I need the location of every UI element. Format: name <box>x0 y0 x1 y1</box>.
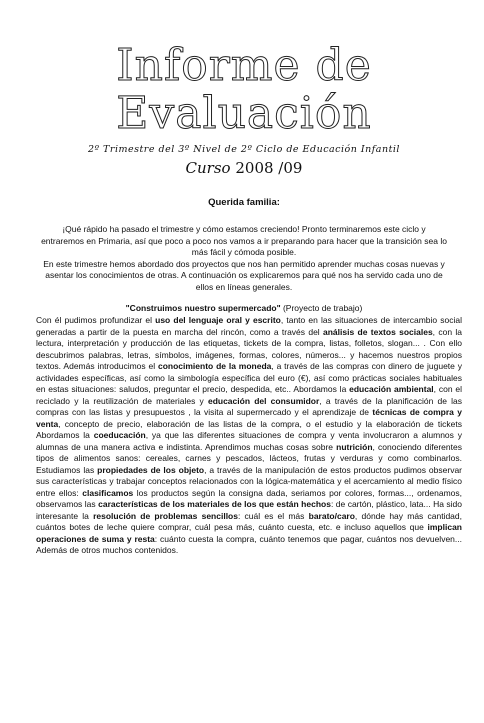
body-text-segment: , dónde hay más cantidad, cuántos botes de leche quiere comprar, cuál pesa más, cuánto cuesta, etc. e incluso aquellos que <box>36 510 462 532</box>
body-text-segment: , a través de la planificación de las compras con las listas y presupuestos , la visita al supermercado y el aprendizaje de <box>36 395 463 417</box>
project-title: "Construimos nuestro supermercado" <box>125 303 281 313</box>
project-body-paragraph <box>26 315 462 557</box>
body-text-segment: , tanto en las situaciones de intercambio social generadas a partir de la puesta en marcha del rincón, como a través del <box>36 315 463 337</box>
body-bold-segment: análisis de textos sociales <box>323 326 433 337</box>
body-bold-segment: características de los materiales de los que están hechos <box>98 499 331 509</box>
document-page <box>0 42 484 723</box>
project-subtitle: (Proyecto de trabajo) <box>280 303 363 313</box>
body-text-segment: , conociendo diferentes tipos de alimentos sanos: cereales, carnes y pescados, lácteos, frutas y verduras y como combinarlos. Estudiamos las <box>36 441 462 475</box>
intro-text-1: ¡Qué rápido ha pasado el trimestre y cómo estamos creciendo! Pronto terminaremos este ciclo y entraremos en Primaria, así que poco a poco nos vamos a ir preparando para hacer que la transición sea lo más fácil y cómoda posible. <box>41 224 447 257</box>
project-heading <box>26 303 462 314</box>
body-bold-segment: uso del lenguaje oral y escrito <box>155 315 281 325</box>
body-bold-segment: implican operaciones de suma y resta <box>36 522 462 544</box>
body-text-segment: , a través de la manipulación de estos productos pudimos observar sus características y trabajar conceptos relacionados con la lógica-matemática y el acercamiento al medio físico entre ellos: <box>36 464 463 498</box>
body-bold-segment: barato/caro <box>308 510 355 521</box>
course-value: 2008 /09 <box>235 159 303 177</box>
report-title: Informe de Evaluación <box>116 40 372 139</box>
body-bold-segment: propiedades de los objeto <box>97 464 205 475</box>
body-text-segment: , concepto de precio, elaboración de las listas de la compra, o el estudio y la elaboración de tickets Abordamos la <box>36 418 462 440</box>
body-text-segment: , a través de las compras con dinero de juguete y actividades específicas, así como la simbología específica del euro (€), así como prácticas sociales habituales en estas situaciones: saludos, preguntar el precio, despedida, etc.. Abordamos la <box>36 361 462 394</box>
course-label: Curso <box>185 159 231 177</box>
body-bold-segment: técnicas de compra y venta <box>36 407 463 429</box>
body-text-segment: , ya que las diferentes situaciones de compra y venta involucraron a alumnos y alumnas de una manera activa e indistinta. Aprendimos muchas cosas sobre <box>36 430 462 452</box>
body-text-segment: : cuál es el más <box>237 510 309 521</box>
body-bold-segment: conocimiento de la moneda <box>157 361 272 371</box>
body-bold-segment: educación ambiental <box>349 384 434 394</box>
course-line <box>26 159 462 177</box>
intro-text-2: En este trimestre hemos abordado dos proyectos que nos han permitido aprender muchas cosas nuevas y asentar los conocimientos de otras. A continuación os explicaremos para qué nos ha servido cada uno de ellos en líneas generales. <box>43 258 445 292</box>
body-text-segment: , con el reciclado y la reutilización de materiales y <box>36 384 462 406</box>
greeting: Querida familia: <box>208 197 280 208</box>
body-bold-segment: clasificamos <box>82 487 134 498</box>
body-text-segment: : cuánto cuesta la compra, cuánto tenemos que pagar, cuántos nos devuelven... Además de otros muchos contenidos. <box>36 533 462 555</box>
body-text-segment: Con él pudimos profundizar el <box>36 315 156 325</box>
body-bold-segment: resolución de problemas sencillos <box>93 510 238 521</box>
body-bold-segment: educación del consumidor <box>207 395 320 406</box>
body-text-segment: los productos según la consigna dada, seriamos por colores, formas..., ordenamos, observamos las <box>36 487 462 509</box>
body-bold-segment: nutrición <box>336 441 373 452</box>
body-bold-segment: coeducación <box>93 430 146 440</box>
report-subtitle: 2º Trimestre del 3º Nivel de 2º Ciclo de Educación Infantil <box>88 144 400 155</box>
body-text-segment: , con la lectura, interpretación y producción de las etiquetas, tickets de la compra, listas, folletos, slogan... . Con ello descubrimos palabras, letras, símbolos, imágenes, formas, colores, números... y hacemos nuestros propios textos. Además introducimos el <box>36 326 462 371</box>
body-text-segment: : de cartón, plástico, lata... Ha sido interesante la <box>36 499 462 521</box>
intro-paragraph <box>26 224 462 293</box>
